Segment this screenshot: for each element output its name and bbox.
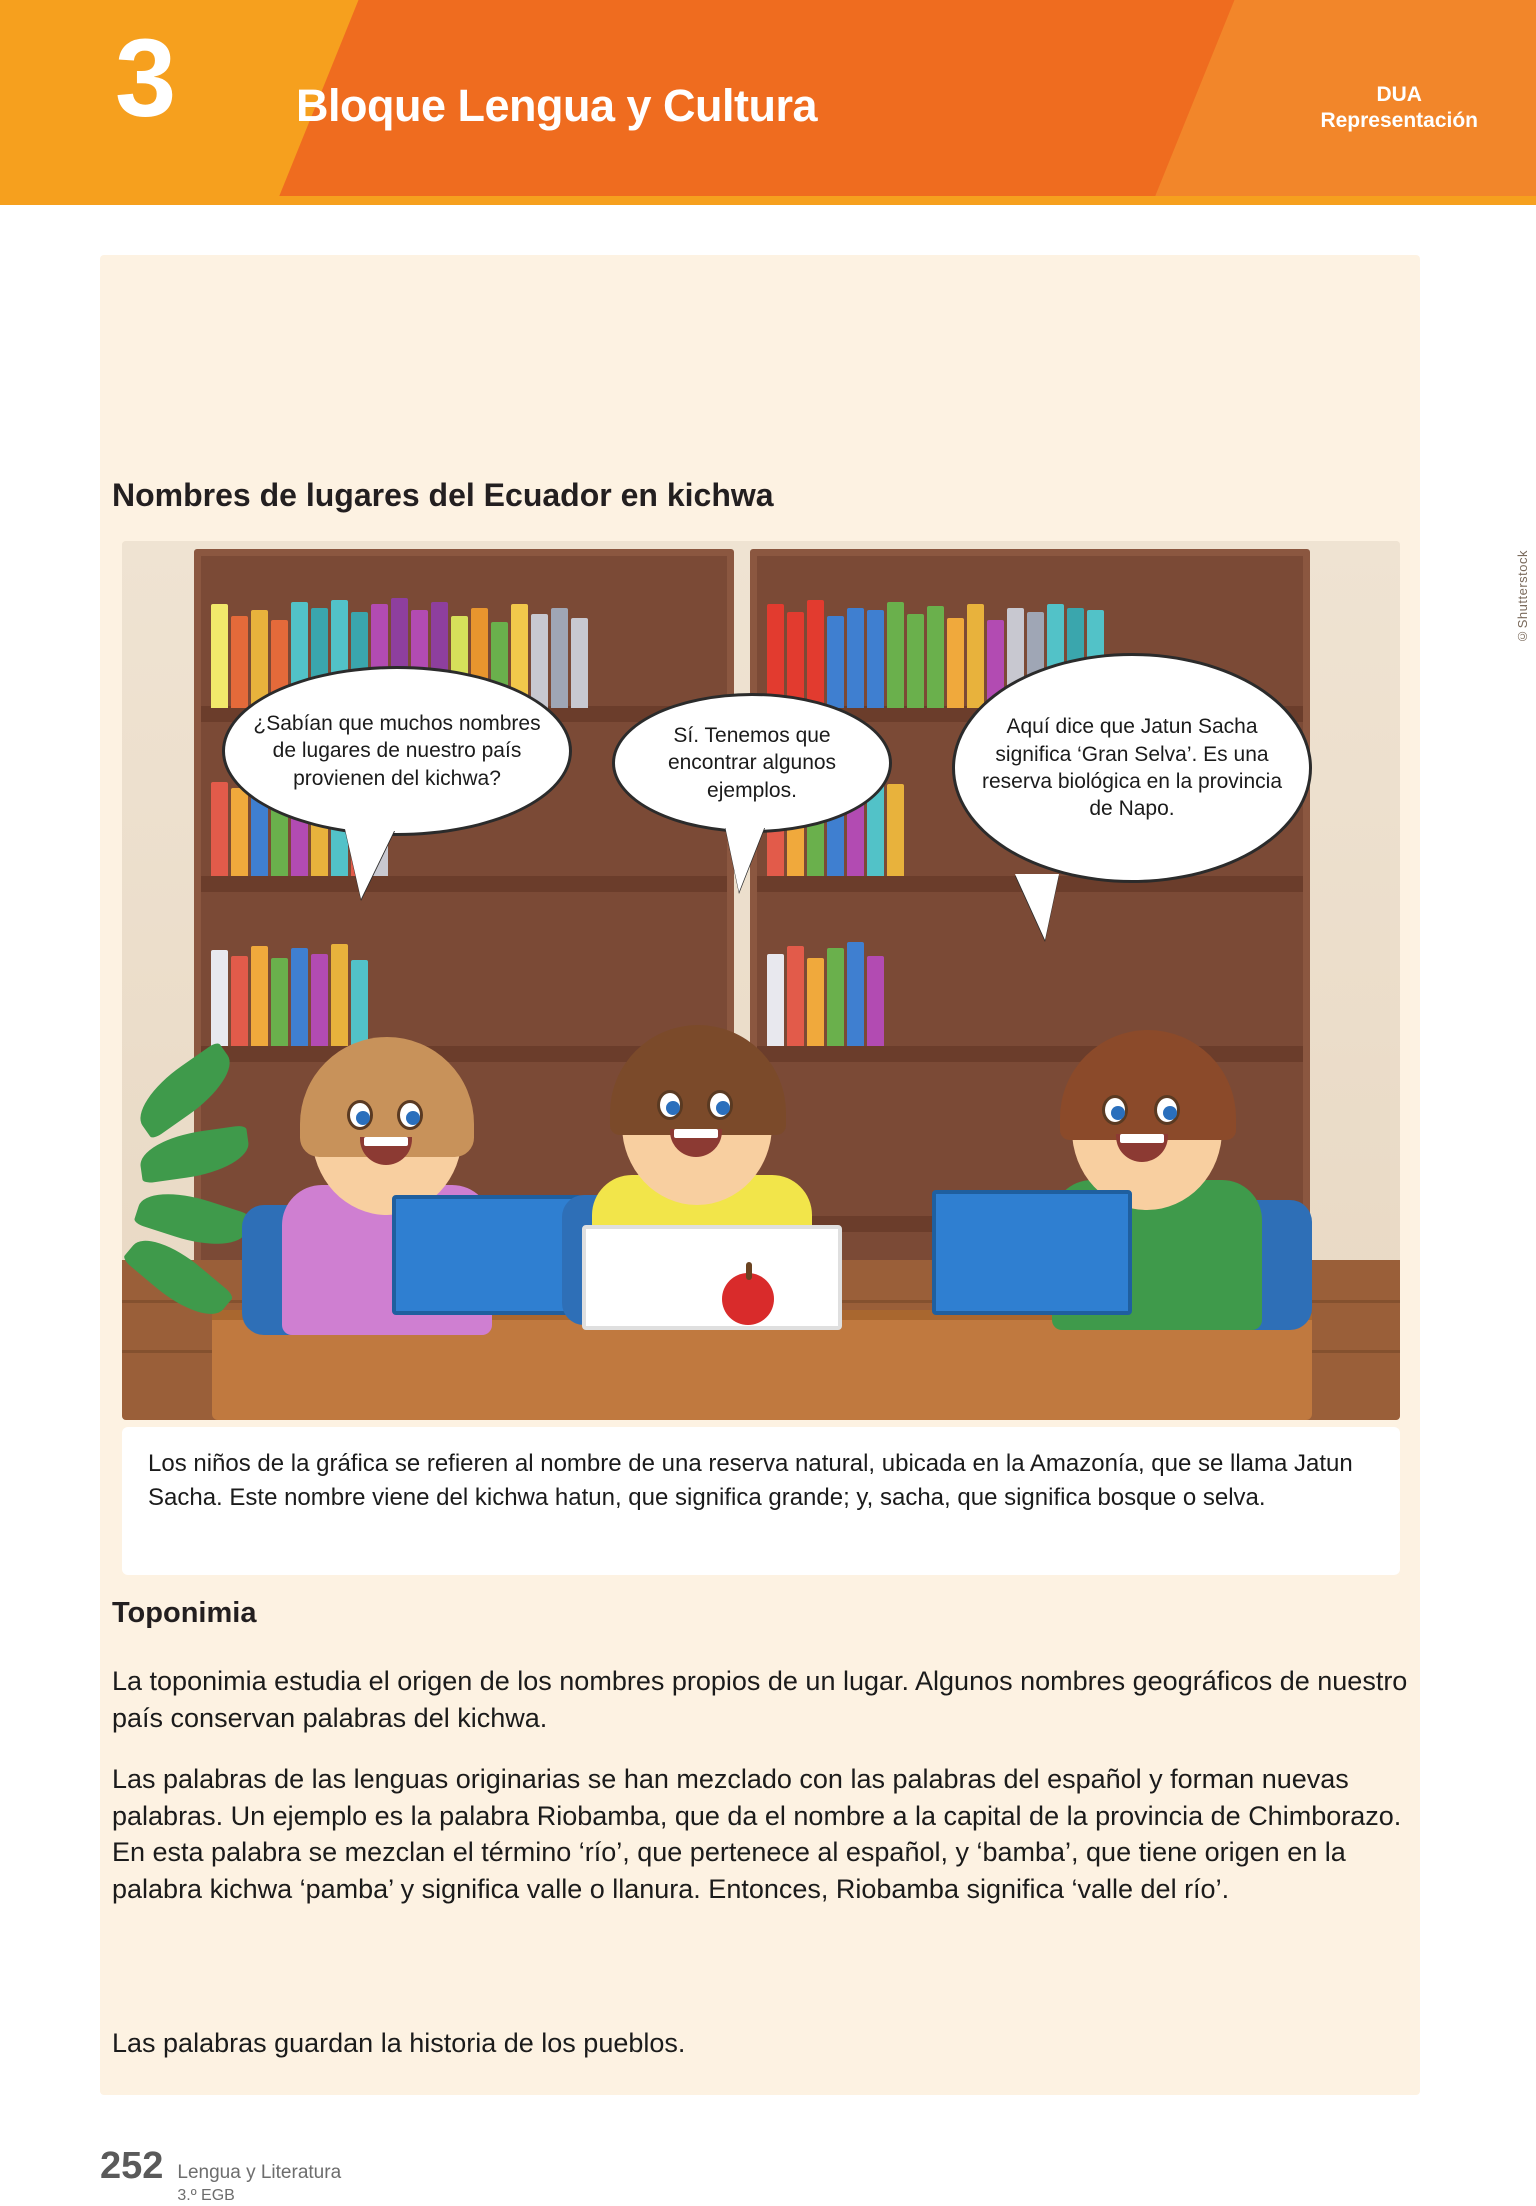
speech-bubble-left xyxy=(222,666,572,836)
student-boy-right xyxy=(992,1000,1312,1330)
page-header xyxy=(0,0,1536,205)
dua-label: DUA xyxy=(1376,83,1422,106)
shelf-board xyxy=(201,876,727,892)
section-title: Toponimia xyxy=(112,1597,257,1629)
speech-bubble-right-text: Aquí dice que Jatun Sacha significa ‘Gran Selva’. Es una reserva biológica en la provincia de Napo. xyxy=(982,715,1282,821)
image-caption-text: Los niños de la gráfica se refieren al nombre de una reserva natural, ubicada en la Amazonía, que se llama Jatun Sacha. Este nombre viene del kichwa hatun, que significa grande; y, sacha, que significa bosque o selva. xyxy=(148,1450,1353,1512)
speech-bubble-right xyxy=(952,653,1312,883)
paragraph-1: La toponimia estudia el origen de los nombres propios de un lugar. Algunos nombres geográficos de nuestro país conservan palabras del kichwa. xyxy=(112,1666,1408,1733)
plant xyxy=(130,1080,250,1280)
block-number: 3 xyxy=(115,17,175,140)
image-credit: ©Shutterstock xyxy=(1515,550,1530,644)
page-number: 252 xyxy=(100,2145,164,2187)
footer-subject: Lengua y Literatura xyxy=(177,2162,342,2183)
paragraph-2: Las palabras de las lenguas originarias se han mezclado con las palabras del español y forman nuevas palabras. Un ejemplo es la palabra Riobamba, que da el nombre a la capital de la provincia de Chimborazo. En esta palabra se mezclan el término ‘río’, que pertenece al español, y ‘bamba’, que tiene origen en la palabra kichwa ‘pamba’ y significa valle o llanura. Entonces, Riobamba significa ‘valle del río’. xyxy=(112,1764,1402,1905)
image-caption xyxy=(122,1427,1400,1575)
speech-bubble-center-text: Sí. Tenemos que encontrar algunos ejemplos. xyxy=(667,724,837,802)
paragraph-3: Las palabras guardan la historia de los pueblos. xyxy=(112,2028,686,2058)
block-title: Bloque Lengua y Cultura xyxy=(296,80,818,131)
speech-tail xyxy=(725,826,765,892)
speech-bubble-left-text: ¿Sabían que muchos nombres de lugares de nuestro país provienen del kichwa? xyxy=(253,712,541,790)
library-illustration xyxy=(122,541,1400,1420)
student-girl-left xyxy=(242,1005,542,1335)
speech-bubble-center xyxy=(612,693,892,833)
open-book xyxy=(932,1190,1132,1315)
speech-tail xyxy=(345,829,395,899)
dua-sublabel: Representación xyxy=(1320,109,1478,133)
apple-stem-icon xyxy=(746,1262,752,1280)
dua-badge xyxy=(1320,82,1478,135)
page-body xyxy=(0,205,1536,2204)
student-boy-center xyxy=(552,985,872,1325)
header-bottom-rule xyxy=(0,196,1536,205)
footer-text xyxy=(177,2161,341,2206)
apple-icon xyxy=(722,1273,774,1325)
page-footer xyxy=(100,2145,341,2206)
speech-tail xyxy=(1015,874,1059,940)
card-title: Nombres de lugares del Ecuador en kichwa xyxy=(112,477,774,513)
open-notebook xyxy=(582,1225,842,1330)
footer-grade: 3.º EGB xyxy=(177,2186,235,2204)
